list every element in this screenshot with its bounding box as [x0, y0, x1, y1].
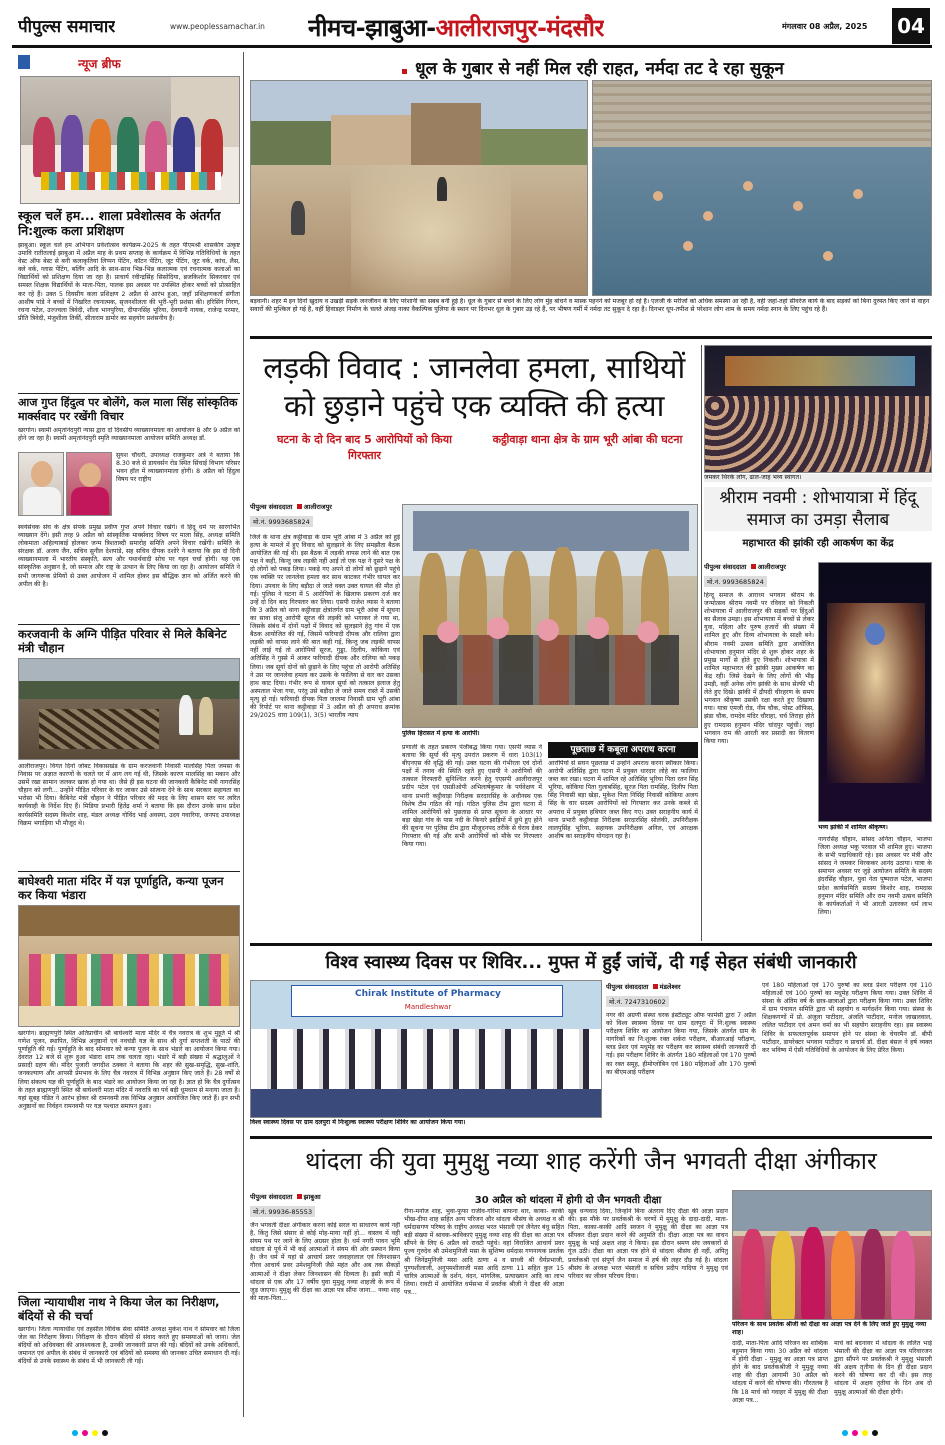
issue-date: मंगलवार 08 अप्रैल, 2025 — [782, 22, 868, 31]
reg-mark — [92, 1430, 98, 1436]
diksha-procession-photo — [732, 1190, 932, 1320]
health-mobile: मो.नं. 7247310602 — [606, 996, 669, 1007]
photo-person — [199, 697, 213, 735]
reg-mark — [842, 1430, 848, 1436]
photo-person — [179, 695, 193, 735]
story1-title: स्कूल चलें हम... शाला प्रवेशोत्सव के अंतर्गत नि:शुल्क कला प्रशिक्षण — [18, 208, 221, 238]
photo-face — [31, 461, 53, 487]
photo-rider — [291, 201, 305, 235]
blurred-face — [487, 617, 509, 639]
murder-col3: प्रणाली के तहत प्रकरण पंजीबद्ध किया गया। एसपी व्यास ने बताया कि सूर्या की मृत्यु उपरांत प्रकरण में धारा 103(1) बीएनएस की वृद्धि की गई। उक्त घटना की गंभीरता एवं दोनों पक्षों में तनाव की स्थिति रहते हुए एसपी ने आरोपियों की तत्काल गिरफ्तारी सुनिश्चित करने हेतु एएसपी आलीराजपुर प्रदीप पटेल एवं एसडीओपी अभिलाषेकुमार के पर्यवेक्षण में थाना प्रभारी कट्ठीवाड़ा निरीक्षक सरदारसिंह के अधीनस्थ एक विशेष टीम गठित की गई। गठित पुलिस टीम द्वारा घटना में शामिल आरोपियों को पुछताछ से प्राप्त सूचना के आधार पर बड़ा खेड़ा गांव के पास नदी के किनारे झाड़ियों में छुपे हुए होने की सूचना पर पुलिस टीम द्वारा मौजूदनपद तरीके से घेराव डेकर गिरफ्तार की गई और सभी आरोपियों को मौके पर गिरफ्तार किया गया। — [402, 744, 542, 849]
art-class-photo — [20, 76, 240, 204]
health-headline: विश्व स्वास्थ्य दिवस पर शिविर... मुफ्त में हुईं जांचें, दी गई सेहत संबंधी जानकारी — [325, 952, 857, 973]
photo-person — [61, 115, 83, 177]
reg-mark — [82, 1430, 88, 1436]
photo-trees — [481, 129, 588, 165]
photo-building — [733, 1191, 932, 1231]
murder-headline: लड़की विवाद : जानलेवा हमला, साथियों को छुड़ाने पहुंचे एक व्यक्ति की हत्या — [263, 351, 685, 424]
jain-headline: थांदला की युवा मुमुक्षु नव्या शाह करेंगी जैन भगवती दीक्षा अंगीकार — [305, 1147, 877, 1175]
photo-steps — [593, 81, 932, 147]
photo-building — [331, 115, 421, 165]
health-byline: पीपुल्स संवाददाता मंडलेश्वर — [606, 983, 681, 991]
story2-title: आज गुप्त हिंदुत्व पर बोलेंगे, कल माला सिंह सांस्कृतिक मार्क्सवाद पर रखेंगी विचार — [18, 396, 238, 423]
photo-person — [861, 1229, 885, 1320]
story5-body: खरगोन। जिला न्यायाधीश एवं तहसील विधिक सेवा समिति अध्यक्ष मुकेश नाथ ने सोमवार को जिला जेल का निरीक्षण किया। निरीक्षण के दौरान बंदियों से संवाद करते हुए समस्याओं को जाना। जेल बंदियों को अधिवक्ता की आवश्यकता है, उनकी जानकारी प्राप्त की गई। बंदियों को उनके अधिकारों, जमानत एवं अपील के संबंध में जानकारी एवं बंदियों को समस्या की जानकर उचित समाधान दी गई। बंदियों से उनके स्वास्थ्य के संबंध में भी जानकारी ली गई। — [18, 1326, 240, 1366]
divider — [18, 871, 240, 872]
camp-banner-text: Chirak Institute of Pharmacy — [355, 989, 501, 999]
photo-bather — [793, 201, 803, 211]
story4-body: खरगोन। ब्राह्मणपुरी स्थित अतिप्राचीन श्री बाघेश्वरी माता मंदिर में चैत्र नवरात्र के शुभ मुहूर्त में श्री गणेश पूजन, स्थापित, विभिन्न अनुष्ठानों एवं नवचंडी यज्ञ के साथ श्री दुर्गा सप्तशती के पाठों की पूर्णाहुति की गई। पूर्णाहुति के बाद सोमवार को कन्या पूजन के साथ भंडारे का आयोजन किया गया। देवरात 12 बजे से शुरू हुआ भंडारा शाम तक चलता रहा। भंडारे में बड़ी संख्या में श्रद्धालुओं ने प्रसादी ग्रहण की। मंदिर पुजारी जगदीश ठक्कर ने बताया कि शहर की सुख-समृद्धि, सुख-शांति, जनकल्याण और आपसी प्रेमभाव के लिए चैत्र नवरात्र में विभिन्न अनुष्ठान किए जाते हैं। 28 वर्षों से लिया संकल्प यज्ञ की पूर्णाहुति के बाद भंडारे का आयोजन किया जा रहा है। ज्ञात हो कि चैत्र दुर्गोत्सव के तहत ब्राह्मणपुरी स्थित श्री बाघेश्वरी माता मंदिर में नवरात्रि का पर्व बड़ी धूमधाम से मनाया जाता है। यहां सुबह पंडित ने आरंभ होकर श्री रामनवमी तक विभिन्न अनुष्ठान आयोजित किए जाते हैं। इन सभी अनुष्ठानों का निर्वहन रामनवमी पर यज्ञ पश्चात समापन हुआ। — [18, 1030, 240, 1110]
photo-saree — [71, 487, 109, 516]
speaker-photo-2 — [66, 452, 112, 516]
navami-mobile: मो.नं. 9993685824 — [704, 576, 767, 587]
murder-mobile: मो.नं. 9993685824 — [250, 516, 313, 527]
photo-person — [145, 121, 167, 177]
section-rule — [250, 336, 932, 339]
photo-police-building — [413, 511, 689, 551]
banner-caption: बड़वानी। शहर में इन दिनों खुदाय व उखड़ी सड़कें जनजीवन के लिए परेशानी का सबब बनी हुई है। धूल के गुबार से बचने के लिए लोग मुंह बांधने व मास्क पहनने को मजबूर हो रहे हैं। एलर्जी के मरीजों को अधिक समस्या आ रही है, वहीं जहां-तहां सीवरेज कार्य के बाद सड़कों को बिना दुरुस्त किए जाने से वाहन सवारों की मुश्किल हो गई है, वहीं हिवाडहर निर्माण के चलते अंजड़ नाका वैकल्पिक पुलिया के स्थान पर दिनभर धूल के गुबार उड़ रहे हैं, पर भीषण गर्मी में नर्मदा तट सुकून दे रहा है। दिनभर धूप-तपीश से परेशान लोग शाम के समय नर्मदा स्नान के लिए पहुंच रहे हैं। — [250, 298, 930, 313]
murder-subhead: पूछताछ में कबूला अपराध करना — [548, 742, 698, 758]
reg-mark — [72, 1430, 78, 1436]
jain-byline: पीपुल्स संवाददाता झाबुआ — [250, 1193, 321, 1201]
page-section-title: नीमच-झाबुआ-आलीराजपुर-मंदसौर — [308, 14, 604, 42]
story1-body: झाबुआ। स्कूल चलें हम अभियान प्रवेशोत्सव कार्यक्रम-2025 के तहत पीएमश्री शासकीय उत्कृष्ट उमावि रातीतलाई झाबुआ में अप्रैल माह के प्रथम सप्ताह के कार्यक्रम में विभिन्न गतिविधियों के तहत वेस्ट ऑफ बेस्ट से बनी कलाकृतियां लिप्पन पेंटिंग, कॉटन पेंटिंग, जूट पेंटिंग, जूट वर्क, कांच, लैस, क्ले वर्क, ग्लास पेंटिंग, बर्लिंग आदि के साथ-साथ भिन्न-भिन्न कलात्मक एवं रचनात्मक कलाओं का विद्यार्थियों को प्रशिक्षण दिया जा रहा है। प्राचार्य रवीन्द्रसिंह सिसोदिया, ब्रजकिशोर सिकरवार एवं समस्त शिक्षक विद्यार्थियों के माता-पिता, पालक इस अवसर पर उपस्थित होकर बच्चों को प्रोत्साहित कर रहे हैं। उक्त 5 दिवसीय कला प्रशिक्षण 2 अप्रैल से आरंभ हुआ, जहाँ प्रशिक्षणकर्ता संगीता आशीष पांडे ने बच्चों में निखरित रचनात्मक, सृजनशीलता की भूरी-भूरी प्रशंसा की। हरिसिंग गिरण, रचना पटेल, उज्ज्वला त्रिवेदी, शीला भानपुरिया, दीपानसिंह भूरिया, देवयानी नायक, राजेन्द्र परमार, प्रीति त्रिवेदी, मंजुशीला तिर्की, सीताराम डामोर का सहयोग प्रशंसनीय है। — [18, 242, 240, 322]
site-url: www.peoplessamachar.in — [170, 22, 265, 31]
page-number: 04 — [892, 8, 930, 44]
photo-lights — [725, 356, 915, 386]
health-col2: एवं 180 महिलाओं एवं 170 पुरुषों का ब्लड प्रेशर परीक्षण एवं 110 महिलाओं एवं 100 पुरुषों का मधुमेह परीक्षण किया गया। उक्त शिविर में संस्था के अंतिम वर्ष के छात्र-छात्राओं द्वारा परीक्षण किया गया। उक्त शिविर में ग्राम पंचायत समिति द्वारा भी सहयोग व मार्गदर्शन किया गया। संस्था के शिक्षकगणों में प्रो. अंजुला पाटीदार, अंजलि पाटीदार, मनोज जाखलवाल, ललित पाटीदार एवं अमन वर्मा का भी सहयोग सराहनीय रहा। इस स्वास्थ्य शिविर के सफलतापूर्वक समापन होने पर संस्था के चेयरमैन डॉ. बीपी पाटीदार, डायरेक्टर भगवान पाटीदार व प्राचार्य डॉ. दीक्षा बंसल ने हर्ष व्यक्त कर भविष्य में ऐसी गतिविधियों के आयोजन के लिए प्रेरित किया। — [762, 982, 932, 1054]
photo-table — [251, 1089, 602, 1118]
photo-person — [117, 117, 139, 177]
narmada-ghat-photo — [592, 80, 932, 296]
photo-bather — [853, 189, 863, 199]
photo-person — [801, 1227, 825, 1320]
brief-marker — [18, 55, 30, 69]
navami-photo-caption: भव्य झांकी में शामिल श्रीकृष्ण। — [818, 824, 888, 831]
photo-face — [79, 463, 101, 487]
reg-mark — [852, 1430, 858, 1436]
photo-figure — [865, 623, 885, 645]
jain-col5: मार्च को बदनावर में थांदला के ललित भाई भंसाली की दीक्षा का आज्ञा पत्र परिवारजन द्वारा सौंपने पर प्रवर्तकश्री ने मुमुक्षु भंसाली की अक्षय तृतीया के दिन ही दीक्षा प्रदान करने की घोषणा कर दी थी। इस तरह थांदला में अक्षय तृतीया के दिन अब दो मुमुक्षु आत्माओं की दीक्षा होगी। — [834, 1340, 932, 1396]
divider — [18, 1292, 240, 1293]
photo-bather — [823, 251, 833, 261]
health-photo-caption: विश्व स्वास्थ्य दिवस पर ग्राम दलपुरा में निःशुल्क स्वास्थ्य परीक्षण शिविर का आयोजन किया गया। — [250, 1119, 466, 1126]
navami-col2: नागरसिंह चौहान, सांसद अनिता चौहान, भाजपा जिला अध्यक्ष भकू परवाल भी शामिल हुए। भाजपा के सभी पदाधिकारी रहे। इस अवसर पर मंत्री और सांसद ने जमकर थिरककर आनंद उठाया। यात्रा के समापन अवसर पर जुड़े आयोजन समिति के सदस्य इंदरसिंह चौहान, युवा नेता पुष्पराज पटेल, भाजपा प्रदेश कार्यसमिति सदस्य किशोर शाह, रामदास हनुमान मंदिर समिति और राम नवमी उत्सव समिति के कार्यकर्ताओं ने भी आरती उतारकर धर्म लाभ लिया। — [818, 836, 932, 916]
brand-logo: पीपुल्स समाचार — [18, 17, 116, 37]
left-column-divider — [243, 52, 244, 1417]
story2-right-text: सुयश चौधरी, उपाध्यक्ष राजकुमार अत्रे ने बताया कि 8.30 बजे से डायवर्सन रोड स्थित सिंचाई विभाग परिसर भवन हॉल में व्याख्यानमाला होगी। 8 अप्रैल को हिंदुत्व विषय पर राष्ट्रीय — [116, 452, 240, 484]
photo-person — [89, 119, 111, 177]
jain-photo-caption: परिजन के साथ प्रवर्तक श्रीजी को दीक्षा का आज्ञा पत्र देने के लिए जाते हुए मुमुक्षु नव्या शाह। — [732, 1321, 927, 1336]
camp-banner — [291, 985, 563, 1017]
blurred-face — [437, 621, 459, 643]
masthead — [12, 8, 932, 44]
story4-title: बाघेश्वरी माता मंदिर में यज्ञ पूर्णाहुति, कन्या पूजन कर किया भंडारा — [18, 874, 224, 902]
photo-dust — [351, 165, 511, 296]
byline-marker — [751, 564, 756, 569]
photo-person — [891, 1231, 915, 1320]
photo-artworks — [41, 172, 221, 190]
health-camp-photo — [250, 980, 602, 1118]
photo-accused-group — [423, 635, 679, 705]
photo-crowd — [29, 954, 229, 1014]
murder-col4: आरोपियों से सघन पूछताछ में उन्होंने अपराध करना स्वीकार किया। आरोपी अतिसिंह द्वारा घटना में प्रयुक्त धारदार लोहे का फालिया जब्त कर रखा। घटना में शामिल रहे अतिसिंह भूरिया पिता रतन सिंह भूरिया, कोकिया पिता गुलाबसिंह, सूरज पिता रामसिंह, दिलीप पिता सिंह निवासी बड़ा खेड़ा, मुकेश पिता निसिंह निवासी कोकिया अजय सिंह के चार सदस्य आरोपियों को गिरफ्तार कर उनके कब्जे से अपराध में प्रयुक्त हथियार जब्त किए गए। उक्त सराहनीय कार्य में थाना प्रभारी कट्ठीवाड़ा निरीक्षक सरदारसिंह सोलंकी, उपनिरीक्षक लालपुसिंह भूरिया, सहायक उपनिरीक्षक अनिल, एवं आरक्षक आशीष का सराहनीय योगदान रहा है। — [548, 760, 698, 840]
story2-body: स्वयंसेवक संघ के क्षेत्र संपर्क प्रमुख प्रवीण गुप्त अपने विचार रखेंगे। वे हिंदू धर्म पर सारगर्भित व्याख्यान देंगे। इसी तरह 9 अप्रैल को सांस्कृतिक मार्क्सवाद विषय पर माला सिंह, अध्यक्ष समिति लोकमाता अहिल्याबाई होलकर जन्म त्रिशताब्दी समारोह समिति अपने विचार रखेंगी। समिति के संरक्षक डॉ. अजय जैन, सचिव सुनील देशपांडे, सह सचिव दीपक दशोरे ने बताया कि इस दो दिनी व्याख्यानमाला में भारतीय संस्कृति, सत्य और यथार्थवादी सोच पर गहन चर्चा होगी। यह एक सांस्कृतिक अनुष्ठान है, जो समाज और राष्ट्र के उत्थान के लिए किया जा रहा है। आयोजन समिति ने सभी जागरूक प्रेमियों से उक्त आयोजन में शामिल होकर इस बौद्धिक ज्ञान को अर्जित करने की अपील की है। — [18, 524, 240, 588]
jain-col4: दादी, माता-पिता आदि परिजन का शाब्दिक बहुमान किया गया। 30 अप्रैल को थांदला में होगी दीक्षा - मुमुक्षु का आज्ञा पत्र प्राप्त होने के बाद प्रवर्तकश्रीजी ने मुमुक्षु नव्या शाह की दीक्षा आगामी 30 अप्रैल को थांदला में करने की घोषणा की। गौरतलब है कि 18 मार्च को गवाहर में मुमुक्षु की दीक्षा आज्ञा पत्र... — [732, 1340, 828, 1404]
news-brief-header — [18, 54, 240, 72]
story3-title: करजवानी के अग्नि पीड़ित परिवार से मिले कैबिनेट मंत्री चौहान — [18, 627, 227, 655]
section-rule — [250, 1136, 932, 1139]
camp-banner-sub: Mandleshwar — [404, 1003, 452, 1011]
brief-label: न्यूज ब्रीफ — [78, 57, 121, 71]
photo-building — [411, 103, 481, 165]
photo-person — [831, 1231, 855, 1320]
divider — [18, 393, 240, 394]
reg-mark — [872, 1430, 878, 1436]
photo-floor — [19, 1006, 240, 1027]
byline-marker — [297, 504, 302, 509]
reg-mark — [102, 1430, 108, 1436]
navami-crowd-photo — [704, 345, 932, 473]
jain-col3: खूब धन्यवाद दिया, जिन्होंने बिना अंतराय दिए दीक्षा की आज्ञा प्रदान की। इस मौके पर प्रवर्तकश्री के चरणों में मुमुक्षु के दादा-दादी, माता-पिता, काका-काकी आदि स्वजन ने मुमुक्षु की दीक्षा का आज्ञा पत्र सौंपकर दीक्षा प्रदान करने की अनुमति दी। दीक्षा आज्ञा पत्र का वाचन मुमुक्षु के भाई अक्षत शाह ने किया। इस दौरान श्रमण संघ जयकारों से गूंज उठी। दीक्षा का आज्ञा पत्र होने से थांदला श्रीसंघ ही नहीं, अपितु प्रवर्तकश्री एवं संपूर्ण जैन समाज में हर्ष की लहर दौड़ गई है। थांदला श्रीसंघ के अध्यक्ष भरत भंसाली व सचिव प्रदीप गादिया ने मुमुक्षु एवं परिवार का जीवन परिचय दिया। — [568, 1208, 728, 1280]
dusty-road-photo — [250, 80, 588, 296]
reg-mark — [862, 1430, 868, 1436]
photo-bather — [743, 181, 753, 191]
photo-trees — [251, 121, 331, 165]
story3-body: आलीराजपुर। विगत दिनों जोबट विकासखंड के ग्राम करजवानी निवासी मालसिंह पिता जमसा के निवास पर अज्ञात कारणों के चलते घर में आग लग गई थी, जिसके कारण मालसिंह का मकान और उसमें रखा सामान जलकर खाक हो गया था। जैसे ही इस घटना की जानकारी कैबिनेट मंत्री नागरसिंह चौहान को लगी... उन्होंने पीड़ित परिवार के घर जाकर उसे सांत्वना देने के साथ सरकार सहायता का भरोसा भी दिया। कैबिनेट मंत्री चौहान ने पीड़ित परिवार की मदद के लिए शासन स्तर पर त्वरित कार्यवाही के निर्देश दिए हैं। मिडिया प्रभारी हितेंद्र शर्मा ने बताया कि इस दौरान उनके साथ प्रदेश कार्यसमिति सदस्य किशोर शाह, मंडल अध्यक्ष गोविंद भाई अवस्या, उदय गवारिया, जनपद उपाध्यक्ष विक्रम भगाड़िया भी मौजूद थे। — [18, 763, 240, 827]
murder-col1: जिले के थाना क्षेत्र कट्ठीवाड़ा के ग्राम भूरी आंबा में 3 अप्रैल को हुई हत्या के मामले में हुए विवाद को सुलझाने के लिए समझौता बैठक आयोजित की गई थी। इस बैठक में लड़की वापस लाने की बात एक पक्ष ने कही, किन्तु जब लड़की नहीं आई तो एक पक्ष ने दूसरे पक्ष के दो लोगों को पकड़ लिया। पकड़े गए अपने दो लोगों को छुड़ाने पहुंचे एक व्यक्ति पर जानलेवा हमला कर साथ काटकर गंभीर घायल कर दिया। उपचार के लिए बड़ौदा ले जाते वक्त उक्त घायल की मौत हो गई। पुलिस ने घटना में 5 आरोपियों के खिलाफ प्रकरण दर्ज कर उन्हें दो दिन बाद गिरफ्तार कर लिया। एसपी राजेश व्यास ने बताया कि 3 अप्रैल को थाना कट्ठीवाड़ा क्षेत्रांतर्गत ग्राम भूरी आंबा में सूचना का सावा संजू आरोपी सूरज की लड़की को भगाकर ले गया था, जिसके संबंध में दोनों पक्षों में विवाद को सुलझाने हेतु गांव में एक बैठक आयोजित की गई, जिसमें फरियादी दीपक और रालिया द्वारा लड़की को वापस लाने की बात कही गई, किन्तु जब लड़की वापस नहीं लाई गई तो आरोपियों सूरज, गुड्डा, दिलीप, कोकिया एवं अतिसिंह ने गुस्से में आकर फरियादी दीपक और रालिया को पकड़ लिया। जब सूर्या दोनों को छुड़ाने के लिए पहुंचा तो आरोपी अतिसिंह ने उस पर जानलेवा हमला कर उसके के फालिया से वार कर उसका हाथ काट दिया। गंभीर रूप से घायल सूर्या को तत्काल इलाज हेतु अस्पताल भेजा गया, परंतु उसे बड़ौदा ले जाते समय रास्ते में उसकी मृत्यु हो गई। फरियादी दीपक पिता जालमा निवासी ग्राम भूरी आंबा की रिपोर्ट पर थाना कट्ठीवाड़ा में 3 अप्रैल को ही अपराध क्रमांक 29/2025 धारा 109(1), 3(5) भारतीय न्याय — [250, 534, 400, 720]
jain-deck: 30 अप्रैल को थांदला में होगी दो जैन भगवती दीक्षा — [474, 1195, 662, 1206]
print-color-strip — [12, 1428, 932, 1438]
divider — [18, 624, 240, 625]
story5-title: जिला न्यायाधीश नाथ ने किया जेल का निरीक्षण, बंदियों से की चर्चा — [18, 1295, 220, 1323]
blurred-face — [587, 617, 609, 639]
photo-person — [201, 119, 223, 177]
photo-shirt — [23, 487, 61, 516]
photo-rider — [437, 177, 447, 201]
navami-headline: श्रीराम नवमी : शोभायात्रा में हिंदू समाज का उमड़ा सैलाब — [704, 487, 932, 531]
banner-marker — [402, 69, 407, 74]
murder-deck-right: कट्ठीवाड़ा थाना क्षेत्र के ग्राम भूरी आंबा की घटना — [492, 433, 683, 446]
navami-byline: पीपुल्स संवाददाता आलीराजपुर — [704, 563, 786, 571]
photo-crowd — [705, 396, 932, 473]
krishna-tableau-photo — [818, 562, 932, 822]
photo-person — [173, 117, 195, 177]
jain-col2: रीना-मनोज शाह, भुवा-फूफा राजीव-गरिमा बाफना थार, काका- काकी भीख-दीपा शाह सहित अन्य परिजन और थांदला श्रीसंघ के अध्यक्ष व श्री धर्मदासगण परिषद के राष्ट्रीय अध्यक्ष भरत भंसाली एवं जैनेतर बंधु सहित बड़ी संख्या में श्रावक-श्राविकाएं मुमुक्षु नव्या शाह की दीक्षा का आज्ञा पत्र सौंपने के लिए 6 अप्रैल को रावटी पहुंचे। वहां विराजित आचार्य प्रवर पूज्य गुरुदेव श्री उमेशमुनिजी मसा के सुशिष्य धर्मदास गणनायक प्रवर्तक श्री जिनेंद्रमुनिजी मसा आदि ठाणा 4 व साध्वी श्री धैर्यप्रभाजी, पुण्यशीलाजी, अनुपमशीलाजी मसा आदि ठाणा 11 सहित कुल 15 चारित्र आत्माओं के दर्शन, वंदन, मांगलिक, प्रत्याख्यान आदि का लाभ लिया। रावटी में आयोजित धर्मसभा में प्रवर्तक श्रीजी ने दीक्षा की आज्ञा पत्र... — [404, 1208, 564, 1296]
photo-bather — [653, 191, 663, 201]
banner-headline: धूल के गुबार से नहीं मिल रही राहत, नर्मदा तट दे रहा सुकून — [252, 56, 932, 79]
speaker-photo-1 — [18, 452, 64, 516]
photo-bather — [683, 241, 693, 251]
photo-debris — [39, 709, 159, 749]
murder-photo-caption: पुलिस हिरासत में हत्या के आरोपी। — [402, 730, 480, 737]
murder-byline: पीपुल्स संवाददाता आलीराजपुर — [250, 503, 332, 511]
photo-bather — [703, 211, 713, 221]
masthead-rule — [12, 45, 932, 48]
photo-person — [771, 1231, 795, 1320]
section-rule — [250, 943, 932, 946]
column-divider — [701, 345, 702, 941]
photo-wall — [19, 906, 240, 936]
photo-students — [251, 1029, 602, 1089]
byline-marker — [653, 984, 658, 989]
navami-small-caption: जमकर थिरके लोग, ढाल-जाह भव्य स्वागत। — [704, 474, 932, 482]
navami-deck: महाभारत की झांकी रही आकर्षण का केंद्र — [742, 538, 894, 549]
navami-col1: हिन्दू समाज के आराध्य भगवान श्रीराम के जन्मोत्सव श्रीराम नवमी पर रविवार को निकली शोभायात्रा में आलीराजपुर की सड़कों पर हिंदुओं का सैलाब उमड़ा। इस शोभायात्रा में बच्चों से लेकर युवा, महिला और पुरुष हजारों की संख्या में शामिल हुए और दिव्य शोभायात्रा के साक्षी बने। श्रीराम नवमी उत्सव समिति द्वारा आयोजित शोभायात्रा हनुमान मंदिर से शुरू होकर शहर के प्रमुख मार्गों से होते हुए निकली। शोभायात्रा में शामिल महाभारत की झांकी मुख्य आकर्षण का केंद्र रही। जिसे देखने के लिए लोगों की भीड़ उमड़ी, वहीं अनेक लोग झांकी के साथ सेल्फी भी लेते हुए दिखे। झांकी में द्रौपदी चीरहरण के समय भगवान श्रीकृष्ण उसकी रक्षा करते हुए दिखाया गया। यात्रा एमजी रोड, नीम चौक, पोस्ट ऑफिस, झंडा चौक, रामदेव मंदिर चौराहा, चर्च तिराहा होते हुए रामदास हनुमान मंदिर चांदपुर पहुंची। जहां भगवान राम की आरती कर प्रसादी का वितरण किया गया। — [704, 592, 814, 745]
photo-person — [741, 1229, 765, 1320]
blurred-face — [637, 621, 659, 643]
kanya-pujan-photo — [18, 905, 240, 1027]
burnt-house-photo — [18, 658, 240, 760]
jain-col1: जैन भगवती दीक्षा अंगीकार करना कोई सरल या साधारण कार्य नहीं है, किंतु जिसे संसार से कोई मोह-माया नहीं हो... वास्तव में वही संयम पथ पर जाने के लिए अग्रसर होता है। धर्म नगरी पावन भूमि थांदला से पूर्व में भी कई आत्माओं ने संयम की ओर प्रस्थान किया है। जैन धर्म में यहां से आचार्य प्रवर जवाहरलाल एवं जिनशासन गौरव आचार्य प्रवर उमेशमुनिजी जैसे महंत और अब तक सैकड़ों आत्माओं ने दीक्षा लेकर जिनशासन की दिव्यता है। इसी कड़ी में थांदला से एक और 17 वर्षीय युवा मुमुक्षु नव्या शाहजी के रूप में जुड़ जाएगा। मुमुक्षु की दीक्षा का आज्ञा पत्र सौंपा जाना... नव्या शाह की माता-पिता... — [250, 1222, 400, 1302]
jain-mobile: मो.नं. 99936-85553 — [250, 1206, 315, 1217]
byline-marker — [297, 1194, 302, 1199]
photo-person — [33, 117, 55, 177]
blurred-face — [537, 619, 559, 641]
health-col1: नगर की अग्रणी संस्था चरक इंस्टीट्यूट ऑफ फार्मेसी द्वारा 7 अप्रैल को विश्व स्वास्थ्य दिवस पर ग्राम दलपुरा में नि:शुल्क स्वास्थ्य परीक्षण शिविर का आयोजन किया गया, जिसके अंतर्गत ग्राम के नागरिकों का नि:शुल्क रक्त शर्करा परीक्षण, बीआरआई परीक्षण, ब्लड प्रेशर एवं मधुमेह का परीक्षण कर स्वास्थ्य संबंधी जानकारी दी गई। इस परीक्षण शिविर के अंतर्गत 180 महिलाओं एवं 170 पुरुषों का रक्त समूह, हीमोग्लोबिन एवं 180 महिलाओं और 170 पुरुषों का बीएमआई परीक्षण — [606, 1012, 756, 1076]
story2-intro: खरगोन। स्वामी अमृतांनंदपुरी न्यास द्वारा दो दिवसीय व्याख्यानमाला का आयोजन 8 और 9 अप्रैल को होने जा रहा है। स्वामी अमृतांनंदपुरी स्मृति व्याख्यानमाला आयोजन समिति अध्यक्ष डॉ. — [18, 427, 240, 443]
murder-deck-left: घटना के दो दिन बाद 5 आरोपियों को किया गिरफ्तार — [277, 433, 452, 462]
arrested-accused-photo — [402, 504, 698, 728]
